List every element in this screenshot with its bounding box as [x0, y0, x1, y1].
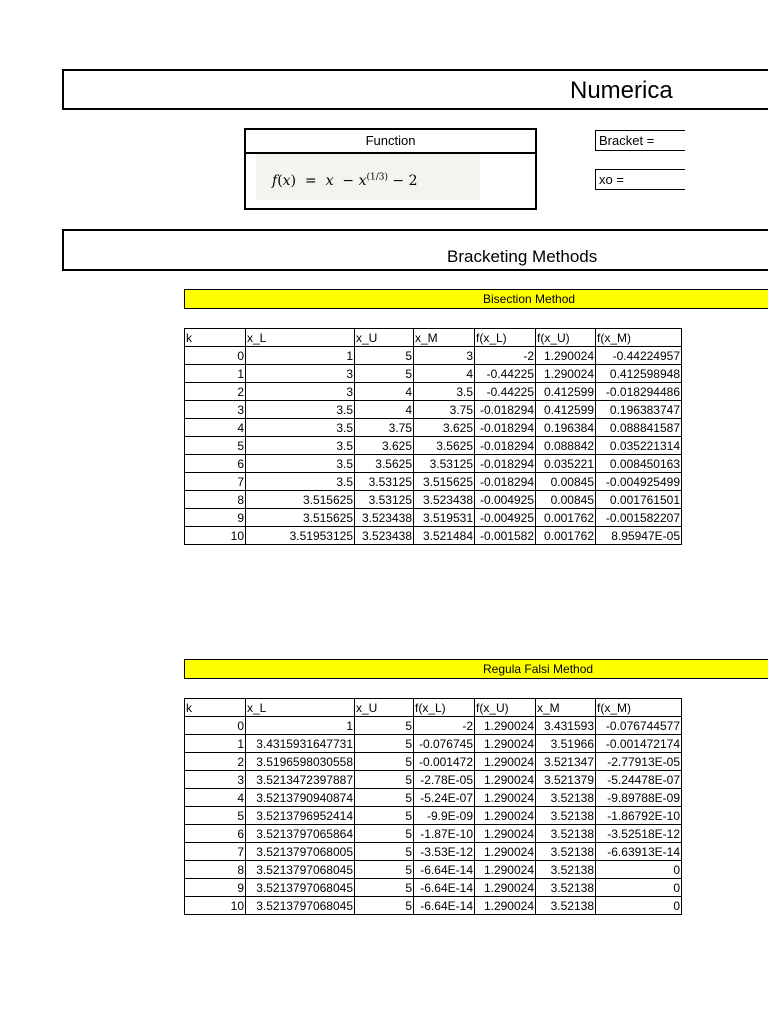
table-cell[interactable]: 3.52138 — [536, 897, 596, 915]
table-cell[interactable]: 0.008450163 — [596, 455, 682, 473]
table-cell[interactable]: -0.001582 — [475, 527, 536, 545]
table-cell[interactable]: 3 — [246, 365, 355, 383]
table-cell[interactable]: -0.001582207 — [596, 509, 682, 527]
table-cell[interactable]: 3.5 — [246, 473, 355, 491]
column-header[interactable]: f(x_L) — [414, 699, 475, 717]
table-cell[interactable]: -0.018294486 — [596, 383, 682, 401]
table-cell[interactable]: 1.290024 — [475, 771, 536, 789]
table-cell[interactable]: 3.5625 — [355, 455, 414, 473]
table-cell[interactable]: 3.75 — [355, 419, 414, 437]
table-cell[interactable]: 3.52138 — [536, 807, 596, 825]
table-cell[interactable]: 3.52138 — [536, 789, 596, 807]
column-header[interactable]: x_L — [246, 699, 355, 717]
table-row — [185, 735, 682, 753]
regula-falsi-title-band — [184, 659, 768, 679]
table-cell[interactable]: 0.035221314 — [596, 437, 682, 455]
function-formula — [256, 154, 480, 200]
table-cell[interactable]: 1.290024 — [475, 717, 536, 735]
table-cell[interactable]: 0 — [185, 347, 246, 365]
table-cell[interactable]: 4 — [185, 789, 246, 807]
table-cell[interactable]: -0.018294 — [475, 419, 536, 437]
table-cell[interactable]: 0.035221 — [536, 455, 596, 473]
table-cell[interactable]: 3.5 — [246, 455, 355, 473]
table-cell[interactable]: 3.5213797065864 — [246, 825, 355, 843]
table-cell[interactable]: 3.521484 — [414, 527, 475, 545]
table-cell[interactable]: 5 — [355, 879, 414, 897]
table-cell[interactable]: 3.5625 — [414, 437, 475, 455]
table-cell[interactable]: 5 — [185, 807, 246, 825]
function-header: Function — [246, 130, 535, 154]
table-cell[interactable]: 2 — [185, 753, 246, 771]
function-box — [244, 128, 537, 210]
table-cell[interactable]: 3.51953125 — [246, 527, 355, 545]
table-cell[interactable]: -6.64E-14 — [414, 879, 475, 897]
bisection-table — [184, 328, 682, 545]
table-cell[interactable]: 5 — [355, 861, 414, 879]
table-cell[interactable]: 1.290024 — [475, 789, 536, 807]
table-cell[interactable]: -5.24478E-07 — [596, 771, 682, 789]
table-cell[interactable]: 6 — [185, 455, 246, 473]
column-header[interactable]: f(x_L) — [475, 329, 536, 347]
table-row — [185, 437, 682, 455]
table-cell[interactable]: -2 — [414, 717, 475, 735]
table-cell[interactable]: 5 — [355, 843, 414, 861]
table-cell[interactable]: 3.5 — [246, 419, 355, 437]
table-cell[interactable]: 0.00845 — [536, 491, 596, 509]
table-cell[interactable]: 7 — [185, 473, 246, 491]
table-header-row — [185, 699, 682, 717]
table-cell[interactable]: 3.5 — [246, 401, 355, 419]
table-row — [185, 419, 682, 437]
formula-text: $f(x) = x - x^{(1/3)} - 2$ — [272, 172, 418, 189]
table-cell[interactable]: -6.64E-14 — [414, 897, 475, 915]
bracket-label-cell[interactable]: Bracket = — [595, 130, 685, 151]
column-header[interactable]: f(x_M) — [596, 699, 682, 717]
table-row — [185, 509, 682, 527]
table-cell[interactable]: 10 — [185, 897, 246, 915]
table-cell[interactable]: 1.290024 — [475, 735, 536, 753]
table-cell[interactable]: -0.018294 — [475, 401, 536, 419]
table-cell[interactable]: 5 — [355, 365, 414, 383]
table-cell[interactable]: -0.004925 — [475, 491, 536, 509]
table-row — [185, 473, 682, 491]
table-cell[interactable]: -1.87E-10 — [414, 825, 475, 843]
table-cell[interactable]: 1 — [185, 735, 246, 753]
table-cell[interactable]: 1.290024 — [475, 861, 536, 879]
table-cell[interactable]: 0.00845 — [536, 473, 596, 491]
table-cell[interactable]: 3.523438 — [355, 527, 414, 545]
table-row — [185, 383, 682, 401]
table-cell[interactable]: -0.44225 — [475, 383, 536, 401]
table-cell[interactable]: -9.9E-09 — [414, 807, 475, 825]
table-cell[interactable]: 3.52138 — [536, 879, 596, 897]
column-header[interactable]: x_U — [355, 329, 414, 347]
table-row — [185, 401, 682, 419]
table-cell[interactable]: -6.64E-14 — [414, 861, 475, 879]
table-cell[interactable]: -2 — [475, 347, 536, 365]
table-cell[interactable]: 3.75 — [414, 401, 475, 419]
table-cell[interactable]: 5 — [355, 347, 414, 365]
table-cell[interactable]: -0.004925499 — [596, 473, 682, 491]
table-cell[interactable]: -0.018294 — [475, 473, 536, 491]
table-cell[interactable]: 4 — [414, 365, 475, 383]
table-cell[interactable]: 0.088842 — [536, 437, 596, 455]
table-cell[interactable]: 1.290024 — [475, 843, 536, 861]
table-cell[interactable]: -2.78E-05 — [414, 771, 475, 789]
table-cell[interactable]: 3.53125 — [414, 455, 475, 473]
table-cell[interactable]: 3.5213797068045 — [246, 861, 355, 879]
regula-falsi-title: Regula Falsi Method — [483, 662, 594, 676]
column-header[interactable]: x_U — [355, 699, 414, 717]
table-cell[interactable]: 3.52138 — [536, 843, 596, 861]
table-cell[interactable]: 3 — [185, 771, 246, 789]
table-cell[interactable]: 3 — [185, 401, 246, 419]
table-cell[interactable]: 3.515625 — [246, 491, 355, 509]
table-cell[interactable]: 3.5 — [414, 383, 475, 401]
table-cell[interactable]: 3.5213472397887 — [246, 771, 355, 789]
table-cell[interactable]: 3 — [246, 383, 355, 401]
table-row — [185, 455, 682, 473]
table-cell[interactable]: 0.412599 — [536, 383, 596, 401]
table-cell[interactable]: 0.001762 — [536, 509, 596, 527]
table-row — [185, 527, 682, 545]
table-cell[interactable]: -0.076745 — [414, 735, 475, 753]
table-cell[interactable]: 7 — [185, 843, 246, 861]
table-row — [185, 717, 682, 735]
bisection-title: Bisection Method — [483, 292, 576, 306]
table-cell[interactable]: 1 — [246, 347, 355, 365]
table-cell[interactable]: -0.018294 — [475, 437, 536, 455]
table-cell[interactable]: 5 — [355, 807, 414, 825]
table-cell[interactable]: 3.53125 — [355, 473, 414, 491]
table-cell[interactable]: 3.51966 — [536, 735, 596, 753]
table-cell[interactable]: 10 — [185, 527, 246, 545]
table-cell[interactable]: -1.86792E-10 — [596, 807, 682, 825]
table-cell[interactable]: 3.4315931647731 — [246, 735, 355, 753]
table-cell[interactable]: -0.44224957 — [596, 347, 682, 365]
table-cell[interactable]: 0.412599 — [536, 401, 596, 419]
table-cell[interactable]: 3.5196598030558 — [246, 753, 355, 771]
table-cell[interactable]: -0.44225 — [475, 365, 536, 383]
table-cell[interactable]: 0.001762 — [536, 527, 596, 545]
table-cell[interactable]: 5 — [185, 437, 246, 455]
table-cell[interactable]: -0.001472 — [414, 753, 475, 771]
table-row — [185, 753, 682, 771]
column-header[interactable]: f(x_U) — [475, 699, 536, 717]
table-cell[interactable]: 9 — [185, 509, 246, 527]
table-cell[interactable]: -2.77913E-05 — [596, 753, 682, 771]
table-cell[interactable]: 5 — [355, 735, 414, 753]
sheet-title-box — [62, 69, 768, 110]
table-cell[interactable]: 0.196384 — [536, 419, 596, 437]
table-row — [185, 365, 682, 383]
table-cell[interactable]: 1.290024 — [475, 825, 536, 843]
bisection-title-band — [184, 289, 768, 309]
table-cell[interactable]: 1.290024 — [475, 897, 536, 915]
column-header[interactable]: x_L — [246, 329, 355, 347]
table-row — [185, 491, 682, 509]
column-header[interactable]: x_M — [414, 329, 475, 347]
table-cell[interactable]: 3.5213797068045 — [246, 879, 355, 897]
table-cell[interactable]: 1.290024 — [475, 879, 536, 897]
table-row — [185, 843, 682, 861]
table-cell[interactable]: 5 — [355, 897, 414, 915]
sheet-title: Numerica — [570, 77, 673, 104]
table-row — [185, 897, 682, 915]
table-cell[interactable]: 8 — [185, 491, 246, 509]
table-cell[interactable]: 3.521347 — [536, 753, 596, 771]
table-cell[interactable]: 1 — [185, 365, 246, 383]
table-cell[interactable]: 3.5213796952414 — [246, 807, 355, 825]
table-cell[interactable]: 6 — [185, 825, 246, 843]
table-cell[interactable]: -0.004925 — [475, 509, 536, 527]
column-header[interactable]: x_M — [536, 699, 596, 717]
table-cell[interactable]: 0 — [185, 717, 246, 735]
table-cell[interactable]: 1 — [246, 717, 355, 735]
table-cell[interactable]: -0.076744577 — [596, 717, 682, 735]
table-cell[interactable]: 4 — [185, 419, 246, 437]
column-header[interactable]: f(x_U) — [536, 329, 596, 347]
table-cell[interactable]: -5.24E-07 — [414, 789, 475, 807]
xo-label-cell[interactable]: xo = — [595, 169, 685, 190]
table-cell[interactable]: 1.290024 — [536, 347, 596, 365]
table-cell[interactable]: 5 — [355, 717, 414, 735]
table-cell[interactable]: 5 — [355, 789, 414, 807]
table-cell[interactable]: 0 — [596, 861, 682, 879]
table-cell[interactable]: 0.412598948 — [596, 365, 682, 383]
section-box — [62, 229, 768, 271]
table-cell[interactable]: 3.523438 — [355, 509, 414, 527]
table-header-row — [185, 329, 682, 347]
table-cell[interactable]: 3.625 — [355, 437, 414, 455]
table-cell[interactable]: 2 — [185, 383, 246, 401]
column-header[interactable]: k — [185, 329, 246, 347]
table-cell[interactable]: 4 — [355, 401, 414, 419]
table-cell[interactable]: 1.290024 — [475, 807, 536, 825]
table-cell[interactable]: 0.196383747 — [596, 401, 682, 419]
table-cell[interactable]: 5 — [355, 825, 414, 843]
table-row — [185, 771, 682, 789]
table-cell[interactable]: 0.001761501 — [596, 491, 682, 509]
table-cell[interactable]: 0 — [596, 879, 682, 897]
table-cell[interactable]: 3.5213797068045 — [246, 897, 355, 915]
table-row — [185, 879, 682, 897]
table-cell[interactable]: 8.95947E-05 — [596, 527, 682, 545]
table-cell[interactable]: 5 — [355, 753, 414, 771]
table-cell[interactable]: -3.52518E-12 — [596, 825, 682, 843]
table-cell[interactable]: 3.52138 — [536, 861, 596, 879]
table-cell[interactable]: 3.519531 — [414, 509, 475, 527]
table-row — [185, 789, 682, 807]
table-cell[interactable]: 3 — [414, 347, 475, 365]
table-cell[interactable]: 3.431593 — [536, 717, 596, 735]
regula-falsi-table — [184, 698, 682, 915]
table-cell[interactable]: 0.088841587 — [596, 419, 682, 437]
table-cell[interactable]: 3.523438 — [414, 491, 475, 509]
table-cell[interactable]: -6.63913E-14 — [596, 843, 682, 861]
table-cell[interactable]: -3.53E-12 — [414, 843, 475, 861]
table-cell[interactable]: 3.625 — [414, 419, 475, 437]
table-cell[interactable]: 3.515625 — [414, 473, 475, 491]
table-cell[interactable]: 4 — [355, 383, 414, 401]
table-cell[interactable]: -0.001472174 — [596, 735, 682, 753]
table-cell[interactable]: 9 — [185, 879, 246, 897]
table-cell[interactable]: 3.521379 — [536, 771, 596, 789]
table-cell[interactable]: 3.5213797068005 — [246, 843, 355, 861]
table-cell[interactable]: -0.018294 — [475, 455, 536, 473]
table-cell[interactable]: 3.52138 — [536, 825, 596, 843]
table-cell[interactable]: 1.290024 — [536, 365, 596, 383]
table-row — [185, 825, 682, 843]
table-cell[interactable]: 8 — [185, 861, 246, 879]
table-cell[interactable]: 3.53125 — [355, 491, 414, 509]
table-cell[interactable]: 1.290024 — [475, 753, 536, 771]
table-cell[interactable]: 3.5213790940874 — [246, 789, 355, 807]
column-header[interactable]: f(x_M) — [596, 329, 682, 347]
table-cell[interactable]: 3.515625 — [246, 509, 355, 527]
table-cell[interactable]: 0 — [596, 897, 682, 915]
table-row — [185, 347, 682, 365]
table-cell[interactable]: 3.5 — [246, 437, 355, 455]
table-cell[interactable]: 5 — [355, 771, 414, 789]
column-header[interactable]: k — [185, 699, 246, 717]
section-title: Bracketing Methods — [447, 247, 598, 266]
table-row — [185, 861, 682, 879]
table-row — [185, 807, 682, 825]
table-cell[interactable]: -9.89788E-09 — [596, 789, 682, 807]
